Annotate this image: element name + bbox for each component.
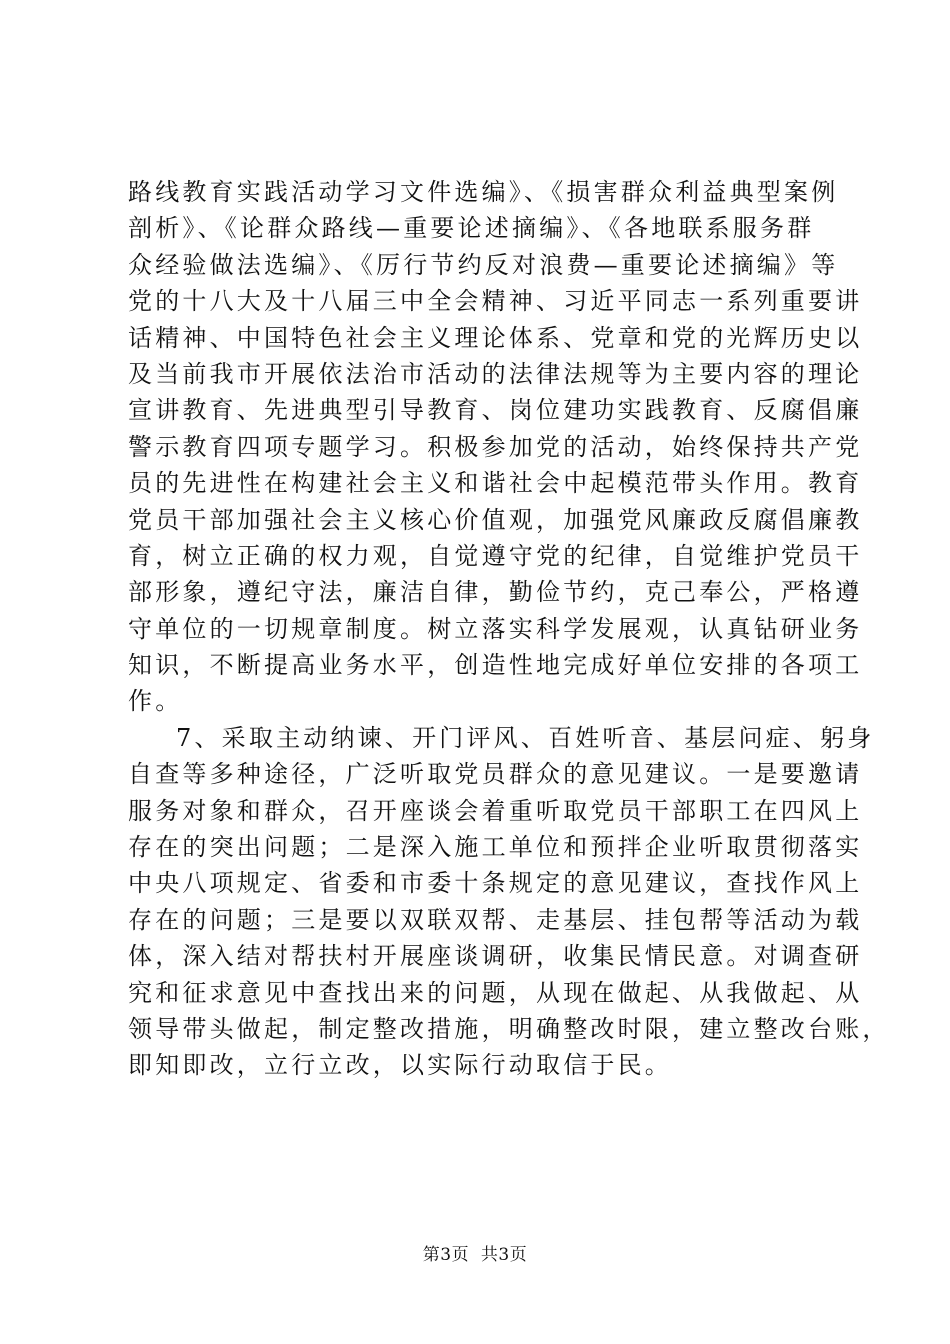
text-line: 党员干部加强社会主义核心价值观，加强党风廉政反腐倡廉教: [128, 505, 863, 534]
text-line: 守单位的一切规章制度。树立落实科学发展观，认真钻研业务: [128, 614, 863, 643]
document-body: [128, 174, 890, 1084]
text-line: 警示教育四项专题学习。积极参加党的活动，始终保持共产党: [128, 432, 863, 461]
text-line: 部形象，遵纪守法，廉洁自律，勤俭节约，克己奉公，严格遵: [128, 578, 863, 607]
text-line: 自查等多种途径，广泛听取党员群众的意见建议。一是要邀请: [128, 760, 863, 789]
page-total: 共3页: [480, 1245, 528, 1265]
text-line: 作。: [128, 687, 183, 716]
text-line: 究和征求意见中查找出来的问题，从现在做起、从我做起、从: [128, 978, 863, 1007]
text-line: 育，树立正确的权力观，自觉遵守党的纪律，自觉维护党员干: [128, 541, 863, 570]
text-line: 宣讲教育、先进典型引导教育、岗位建功实践教育、反腐倡廉: [128, 396, 863, 425]
text-line: 员的先进性在构建社会主义和谐社会中起模范带头作用。教育: [128, 469, 863, 498]
text-line: 众经验做法选编》、《厉行节约反对浪费—重要论述摘编》等: [128, 250, 839, 279]
text-line: 及当前我市开展依法治市活动的法律法规等为主要内容的理论: [128, 359, 863, 388]
text-line: 路线教育实践活动学习文件选编》、《损害群众利益典型案例: [128, 178, 839, 206]
page-footer: [0, 1244, 950, 1266]
footer-gap: [469, 1245, 481, 1265]
text-line: 党的十八大及十八届三中全会精神、习近平同志一系列重要讲: [128, 287, 863, 316]
text-line: 即知即改，立行立改，以实际行动取信于民。: [128, 1051, 672, 1080]
text-line: 剖析》、《论群众路线—重要论述摘编》、《各地联系服务群: [128, 214, 815, 243]
text-line: 中央八项规定、省委和市委十条规定的意见建议，查找作风上: [128, 869, 863, 898]
text-line: 知识，不断提高业务水平，创造性地完成好单位安排的各项工: [128, 651, 863, 680]
page-number: 第3页: [422, 1245, 470, 1265]
text-line: 存在的突出问题；二是深入施工单位和预拌企业听取贯彻落实: [128, 833, 863, 862]
text-line: 服务对象和群众，召开座谈会着重听取党员干部职工在四风上: [128, 796, 863, 825]
paragraph-start-line: 7、采取主动纳谏、开门评风、百姓听音、基层问症、躬身: [176, 723, 875, 752]
text-line: 领导带头做起，制定整改措施，明确整改时限，建立整改台账，: [128, 1014, 890, 1043]
text-line: 话精神、中国特色社会主义理论体系、党章和党的光辉历史以: [128, 323, 863, 352]
text-line: 存在的问题；三是要以双联双帮、走基层、挂包帮等活动为载: [128, 905, 863, 934]
text-line: 体，深入结对帮扶村开展座谈调研，收集民情民意。对调查研: [128, 942, 863, 971]
